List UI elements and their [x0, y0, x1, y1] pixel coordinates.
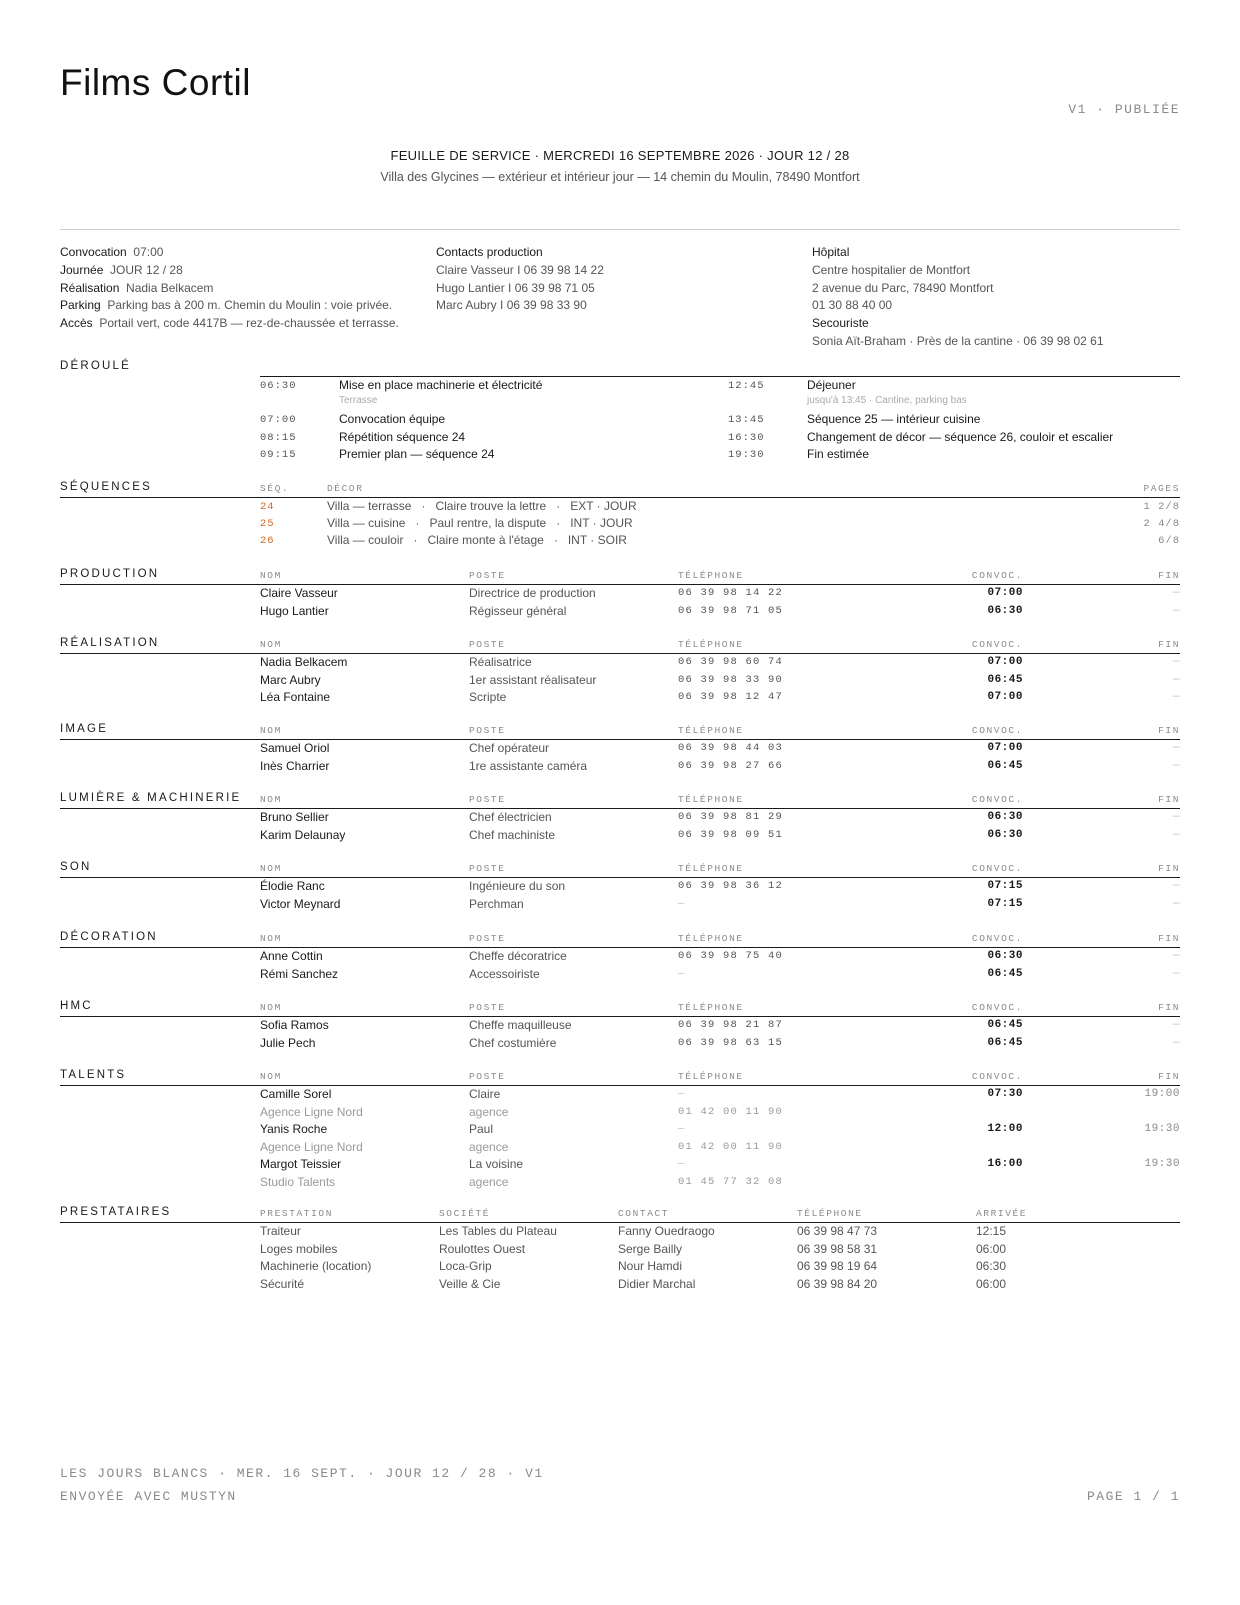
crew-tel: 06 39 98 27 66 — [678, 759, 784, 772]
col-header-tel: TÉLÉPHONE — [678, 1002, 744, 1013]
crew-fin: — — [1172, 1036, 1180, 1049]
crew-name: Nadia Belkacem — [260, 655, 348, 669]
crew-tel: — — [678, 967, 686, 980]
agency-row — [260, 1105, 1180, 1123]
vendor-row — [260, 1277, 1180, 1295]
col-header-seq: SÉQ. — [260, 483, 290, 494]
vendor-cell: Veille & Cie — [439, 1276, 501, 1291]
crew-name: Karim Delaunay — [260, 827, 346, 842]
schedule-time: 07:00 — [260, 414, 297, 426]
crew-name: Bruno Sellier — [260, 810, 329, 824]
vendor-col-header: SOCIÉTÉ — [439, 1208, 491, 1219]
crew-name: Studio Talents — [260, 1174, 336, 1189]
crew-name: Margot Teissier — [260, 1157, 342, 1171]
crew-row — [260, 810, 1180, 828]
schedule-time: 13:45 — [728, 414, 765, 426]
vendor-cell: Loges mobiles — [260, 1241, 338, 1256]
crew-role: Régisseur général — [469, 603, 567, 618]
section-rule — [60, 739, 1180, 740]
crew-tel: — — [678, 1123, 686, 1135]
crew-name: Rémi Sanchez — [260, 966, 339, 981]
schedule-time: 16:30 — [728, 432, 765, 444]
vendor-col-header: ARRIVÉE — [976, 1208, 1028, 1219]
info-acces: Accès Portail vert, code 4417B — rez-de-chaussée et terrasse. — [60, 316, 399, 331]
call-sheet-title: FEUILLE DE SERVICE · MERCREDI 16 SEPTEMBRE 2026 · JOUR 12 / 28 — [390, 148, 850, 163]
vendor-cell: 06:30 — [976, 1259, 1007, 1273]
first-aid-line: Sonia Aït-Braham · Près de la cantine · 06 39 98 02 61 — [812, 333, 1104, 348]
crew-name: Agence Ligne Nord — [260, 1139, 363, 1154]
col-header-convoc: CONVOC. — [971, 863, 1023, 874]
col-header-convoc: CONVOC. — [971, 639, 1023, 650]
department-title: HMC — [60, 1000, 93, 1012]
crew-convoc: 16:00 — [987, 1158, 1023, 1170]
crew-name: Inès Charrier — [260, 758, 330, 773]
col-header-convoc: CONVOC. — [971, 1002, 1023, 1013]
department-title: TALENTS — [60, 1069, 127, 1081]
section-rule — [60, 653, 1180, 654]
crew-role: La voisine — [469, 1157, 524, 1171]
crew-row — [260, 690, 1180, 708]
crew-name: Agence Ligne Nord — [260, 1104, 363, 1119]
col-header-fin: FIN — [1158, 1002, 1180, 1013]
crew-role: Chef costumière — [469, 1035, 557, 1050]
crew-tel: 06 39 98 21 87 — [678, 1019, 784, 1031]
col-header-tel: TÉLÉPHONE — [678, 863, 744, 874]
crew-row — [260, 655, 1180, 673]
col-header-nom: NOM — [260, 1071, 282, 1082]
schedule-time: 12:45 — [728, 380, 765, 392]
crew-row — [260, 967, 1180, 985]
section-rule — [60, 808, 1180, 809]
crew-role: 1re assistante caméra — [469, 758, 588, 773]
vendors-table — [260, 1206, 1180, 1296]
crew-fin: — — [1172, 950, 1180, 962]
col-header-fin: FIN — [1158, 1071, 1180, 1082]
schedule-event: Premier plan — séquence 24 — [339, 447, 495, 461]
col-header-convoc: CONVOC. — [971, 933, 1023, 944]
crew-convoc: 07:30 — [987, 1088, 1023, 1100]
crew-convoc: 06:45 — [987, 673, 1023, 686]
contact-line: Hugo Lantier I 06 39 98 71 05 — [436, 280, 595, 295]
col-header-fin: FIN — [1158, 863, 1180, 874]
vendor-cell: Machinerie (location) — [260, 1259, 372, 1273]
col-header-poste: POSTE — [469, 794, 506, 805]
crew-fin: — — [1172, 1019, 1180, 1031]
vendor-cell: Nour Hamdi — [618, 1259, 683, 1273]
crew-tel: 01 42 00 11 90 — [678, 1140, 784, 1153]
sequences-table — [260, 481, 1180, 551]
col-header-poste: POSTE — [469, 1071, 506, 1082]
vendor-col-header: CONTACT — [618, 1208, 670, 1219]
hospital-line: Centre hospitalier de Montfort — [812, 262, 971, 277]
schedule-time: 19:30 — [728, 449, 765, 461]
footer-production: LES JOURS BLANCS · MER. 16 SEPT. · JOUR 12 / 28 · V1 — [60, 1466, 544, 1481]
schedule-section — [60, 360, 1180, 470]
crew-tel: 01 42 00 11 90 — [678, 1105, 784, 1118]
crew-convoc: 07:00 — [987, 656, 1023, 668]
col-header-poste: POSTE — [469, 570, 506, 581]
first-aid-title: Secouriste — [812, 316, 869, 331]
vendors-section — [60, 1206, 1180, 1296]
company-name: Films Cortil — [60, 62, 251, 103]
crew-fin: — — [1172, 828, 1180, 841]
crew-row — [260, 1087, 1180, 1105]
col-header-nom: NOM — [260, 794, 282, 805]
sequence-description: Villa — couloir · Claire monte à l'étage · INT · SOIR — [327, 533, 627, 547]
crew-tel: — — [678, 897, 686, 910]
col-header-poste: POSTE — [469, 863, 506, 874]
crew-convoc: 07:00 — [987, 742, 1023, 754]
col-header-tel: TÉLÉPHONE — [678, 933, 744, 944]
department-title: IMAGE — [60, 723, 109, 735]
col-header-tel: TÉLÉPHONE — [678, 639, 744, 650]
crew-row — [260, 879, 1180, 897]
section-rule — [60, 947, 1180, 948]
hospital-title: Hôpital — [812, 245, 850, 259]
crew-fin: — — [1172, 759, 1180, 772]
vendor-row — [260, 1242, 1180, 1260]
crew-row — [260, 604, 1180, 622]
crew-convoc: 07:15 — [987, 897, 1023, 910]
sequence-pages: 1 2/8 — [1143, 501, 1180, 513]
vendor-cell: Roulottes Ouest — [439, 1241, 526, 1256]
section-title: DÉROULÉ — [60, 360, 131, 372]
crew-tel: 06 39 98 44 03 — [678, 742, 784, 754]
sequence-pages: 2 4/8 — [1143, 518, 1180, 530]
col-header-nom: NOM — [260, 725, 282, 736]
crew-convoc: 06:45 — [987, 759, 1023, 772]
col-header-convoc: CONVOC. — [971, 570, 1023, 581]
hospital-info — [812, 244, 1104, 351]
crew-convoc: 06:30 — [987, 950, 1023, 962]
schedule-event: Changement de décor — séquence 26, couloir et escalier — [807, 430, 1114, 444]
vendor-row — [260, 1259, 1180, 1277]
crew-role: 1er assistant réalisateur — [469, 672, 597, 687]
crew-fin: — — [1172, 604, 1180, 617]
crew-tel: 06 39 98 14 22 — [678, 587, 784, 599]
vendor-cell: 06 39 98 19 64 — [797, 1259, 878, 1273]
vendor-cell: Traiteur — [260, 1224, 301, 1238]
crew-role: Perchman — [469, 896, 524, 911]
col-header-convoc: CONVOC. — [971, 1071, 1023, 1082]
crew-role: Paul — [469, 1122, 494, 1136]
vendor-cell: 06:00 — [976, 1276, 1007, 1291]
crew-row — [260, 1157, 1180, 1175]
department-title: LUMIÈRE & MACHINERIE — [60, 792, 242, 804]
crew-convoc: 06:45 — [987, 1036, 1023, 1049]
col-header-tel: TÉLÉPHONE — [678, 725, 744, 736]
col-header-fin: FIN — [1158, 570, 1180, 581]
crew-convoc: 06:30 — [987, 828, 1023, 841]
crew-name: Hugo Lantier — [260, 603, 329, 618]
vendor-cell: 06 39 98 84 20 — [797, 1276, 878, 1291]
sequence-number: 26 — [260, 535, 275, 547]
crew-convoc: 06:45 — [987, 1019, 1023, 1031]
crew-tel: 06 39 98 71 05 — [678, 604, 784, 617]
crew-role: Scripte — [469, 690, 507, 704]
crew-name: Sofia Ramos — [260, 1018, 329, 1032]
schedule-note: Terrasse — [339, 395, 378, 406]
crew-role: Accessoiriste — [469, 966, 540, 981]
info-realisation: Réalisation Nadia Belkacem — [60, 280, 214, 295]
vendor-cell: 06 39 98 47 73 — [797, 1224, 878, 1238]
crew-convoc: 06:30 — [987, 811, 1023, 823]
general-info — [60, 244, 399, 333]
crew-row — [260, 673, 1180, 691]
vendor-cell: Sécurité — [260, 1276, 305, 1291]
vendor-cell: Serge Bailly — [618, 1241, 683, 1256]
crew-convoc: 06:45 — [987, 967, 1023, 980]
sequences-section — [60, 481, 1180, 551]
schedule-time: 06:30 — [260, 380, 297, 392]
crew-tel: 06 39 98 33 90 — [678, 673, 784, 686]
section-rule — [60, 1085, 1180, 1086]
crew-convoc: 07:00 — [987, 691, 1023, 703]
col-header-poste: POSTE — [469, 725, 506, 736]
crew-role: Directrice de production — [469, 586, 596, 600]
vendor-cell: 06:00 — [976, 1241, 1007, 1256]
crew-name: Anne Cottin — [260, 949, 323, 963]
crew-fin: — — [1172, 587, 1180, 599]
sequence-pages: 6/8 — [1158, 535, 1180, 547]
department-title: SON — [60, 861, 92, 873]
footer-sent-with: ENVOYÉE AVEC MUSTYN — [60, 1489, 237, 1504]
crew-row — [260, 828, 1180, 846]
crew-row — [260, 897, 1180, 915]
department-title: RÉALISATION — [60, 637, 160, 649]
schedule-time: 09:15 — [260, 449, 297, 461]
crew-role: Ingénieure du son — [469, 879, 566, 893]
vendor-cell: Les Tables du Plateau — [439, 1224, 557, 1238]
crew-fin: — — [1172, 897, 1180, 910]
col-header-tel: TÉLÉPHONE — [678, 1071, 744, 1082]
crew-convoc: 07:00 — [987, 587, 1023, 599]
crew-role: Cheffe maquilleuse — [469, 1018, 572, 1032]
crew-role: Claire — [469, 1087, 501, 1101]
crew-name: Yanis Roche — [260, 1122, 328, 1136]
department-title: PRODUCTION — [60, 568, 160, 580]
crew-row — [260, 1122, 1180, 1140]
col-header-decor: DÉCOR — [327, 483, 364, 494]
schedule-time: 08:15 — [260, 432, 297, 444]
crew-role: agence — [469, 1104, 509, 1119]
col-header-convoc: CONVOC. — [971, 794, 1023, 805]
crew-tel: 06 39 98 36 12 — [678, 880, 784, 892]
crew-fin: — — [1172, 880, 1180, 892]
crew-fin: — — [1172, 811, 1180, 823]
crew-role: Chef électricien — [469, 810, 552, 824]
crew-fin: — — [1172, 742, 1180, 754]
schedule-event: Mise en place machinerie et électricité — [339, 378, 543, 392]
footer-page-number: PAGE 1 / 1 — [1086, 1489, 1180, 1504]
crew-tel: 06 39 98 60 74 — [678, 656, 784, 668]
crew-row — [260, 741, 1180, 759]
crew-convoc: 06:30 — [987, 604, 1023, 617]
crew-tel: 06 39 98 81 29 — [678, 811, 784, 823]
crew-fin: 19:00 — [1144, 1088, 1180, 1100]
schedule-event: Convocation équipe — [339, 412, 446, 426]
col-header-convoc: CONVOC. — [971, 725, 1023, 736]
hospital-line: 01 30 88 40 00 — [812, 298, 893, 313]
col-header-fin: FIN — [1158, 725, 1180, 736]
crew-fin: — — [1172, 691, 1180, 703]
department-title: DÉCORATION — [60, 931, 158, 943]
vendor-col-header: PRESTATION — [260, 1208, 334, 1219]
crew-role: Réalisatrice — [469, 655, 532, 669]
vendor-col-header: TÉLÉPHONE — [797, 1208, 863, 1219]
crew-tel: 06 39 98 12 47 — [678, 691, 784, 703]
vendor-row — [260, 1224, 1180, 1242]
header-divider — [60, 229, 1180, 230]
col-header-tel: TÉLÉPHONE — [678, 570, 744, 581]
crew-tel: 06 39 98 09 51 — [678, 828, 784, 841]
info-parking: Parking Parking bas à 200 m. Chemin du Moulin : voie privée. — [60, 298, 393, 313]
vendor-cell: Fanny Ouedraogo — [618, 1224, 715, 1238]
hospital-line: 2 avenue du Parc, 78490 Montfort — [812, 280, 994, 295]
crew-row — [260, 759, 1180, 777]
production-contacts — [436, 244, 604, 315]
crew-fin: — — [1172, 673, 1180, 686]
col-header-fin: FIN — [1158, 933, 1180, 944]
crew-name: Léa Fontaine — [260, 690, 331, 704]
section-title: SÉQUENCES — [60, 481, 153, 493]
sequence-description: Villa — terrasse · Claire trouve la lettre · EXT · JOUR — [327, 499, 637, 513]
crew-name: Élodie Ranc — [260, 879, 325, 893]
schedule-note: jusqu'à 13:45 · Cantine, parking bas — [807, 395, 967, 406]
contacts-title: Contacts production — [436, 245, 543, 259]
col-header-nom: NOM — [260, 1002, 282, 1013]
crew-name: Julie Pech — [260, 1035, 316, 1050]
crew-row — [260, 1036, 1180, 1054]
crew-tel: 06 39 98 63 15 — [678, 1036, 784, 1049]
col-header-nom: NOM — [260, 863, 282, 874]
agency-row — [260, 1175, 1180, 1193]
crew-role: Cheffe décoratrice — [469, 949, 567, 963]
crew-row — [260, 949, 1180, 967]
crew-name: Claire Vasseur — [260, 586, 338, 600]
crew-tel: 06 39 98 75 40 — [678, 950, 784, 962]
sequence-number: 25 — [260, 518, 275, 530]
schedule-event: Fin estimée — [807, 447, 870, 461]
col-header-fin: FIN — [1158, 794, 1180, 805]
location-line: Villa des Glycines — extérieur et intérieur jour — 14 chemin du Moulin, 78490 Montfort — [380, 170, 860, 184]
col-header-poste: POSTE — [469, 1002, 506, 1013]
crew-tel: 01 45 77 32 08 — [678, 1175, 784, 1188]
crew-convoc: 12:00 — [987, 1123, 1023, 1135]
col-header-pages: PAGES — [1143, 483, 1180, 494]
crew-role: Chef machiniste — [469, 827, 556, 842]
crew-tel: — — [678, 1088, 686, 1100]
schedule-event: Déjeuner — [807, 378, 856, 392]
call-sheet-page — [60, 0, 1180, 1605]
sequence-description: Villa — cuisine · Paul rentre, la dispute · INT · JOUR — [327, 516, 633, 530]
crew-fin: 19:30 — [1144, 1158, 1180, 1170]
schedule-event: Répétition séquence 24 — [339, 430, 466, 444]
crew-role: agence — [469, 1139, 509, 1154]
section-rule — [60, 1016, 1180, 1017]
crew-role: Chef opérateur — [469, 741, 550, 755]
schedule-body — [260, 360, 1180, 470]
vendor-cell: 06 39 98 58 31 — [797, 1241, 878, 1256]
contact-line: Claire Vasseur I 06 39 98 14 22 — [436, 262, 604, 277]
contact-line: Marc Aubry I 06 39 98 33 90 — [436, 298, 587, 313]
crew-fin: — — [1172, 967, 1180, 980]
section-title: PRESTATAIRES — [60, 1206, 172, 1218]
col-header-poste: POSTE — [469, 639, 506, 650]
vendor-cell: Didier Marchal — [618, 1276, 696, 1291]
sequence-number: 24 — [260, 501, 275, 513]
crew-name: Camille Sorel — [260, 1087, 332, 1101]
col-header-nom: NOM — [260, 933, 282, 944]
crew-name: Samuel Oriol — [260, 741, 330, 755]
vendor-cell: 12:15 — [976, 1224, 1007, 1238]
crew-role: agence — [469, 1174, 509, 1189]
agency-row — [260, 1140, 1180, 1158]
col-header-fin: FIN — [1158, 639, 1180, 650]
crew-row — [260, 586, 1180, 604]
crew-fin: 19:30 — [1144, 1123, 1180, 1135]
crew-name: Marc Aubry — [260, 672, 321, 687]
schedule-event: Séquence 25 — intérieur cuisine — [807, 412, 981, 426]
crew-tel: — — [678, 1158, 686, 1170]
info-journee: Journée JOUR 12 / 28 — [60, 262, 183, 277]
section-rule — [60, 584, 1180, 585]
section-rule — [60, 877, 1180, 878]
col-header-tel: TÉLÉPHONE — [678, 794, 744, 805]
status-badge: V1 · PUBLIÉE — [1068, 102, 1180, 117]
info-convocation: Convocation 07:00 — [60, 245, 164, 259]
crew-name: Victor Meynard — [260, 896, 341, 911]
crew-row — [260, 1018, 1180, 1036]
crew-convoc: 07:15 — [987, 880, 1023, 892]
vendor-cell: Loca-Grip — [439, 1259, 492, 1273]
crew-fin: — — [1172, 656, 1180, 668]
col-header-nom: NOM — [260, 639, 282, 650]
col-header-poste: POSTE — [469, 933, 506, 944]
col-header-nom: NOM — [260, 570, 282, 581]
